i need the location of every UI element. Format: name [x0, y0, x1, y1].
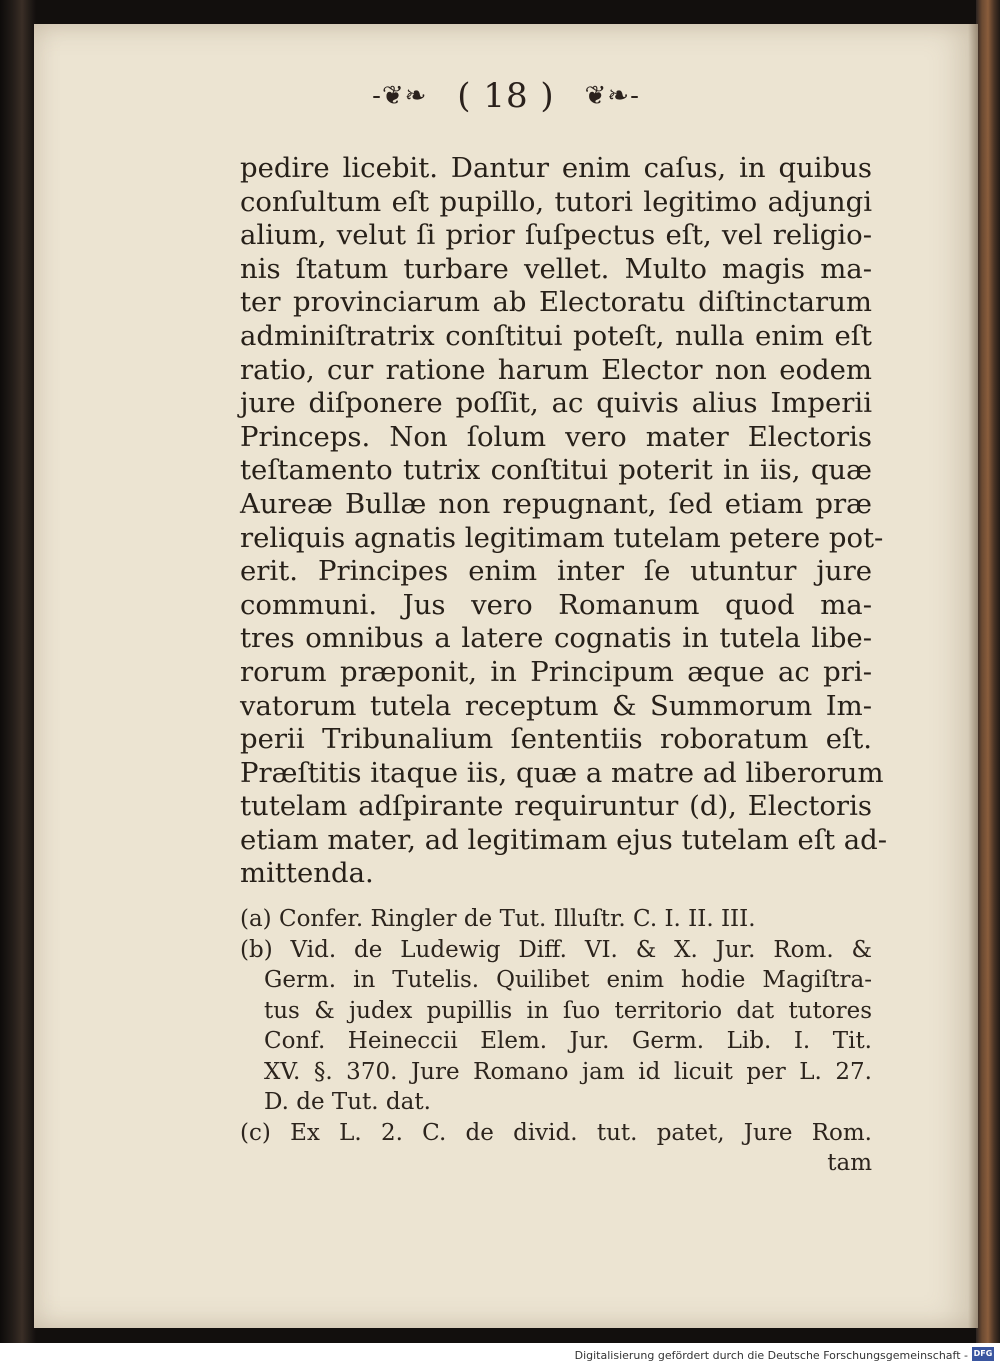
text-line: tutelam adſpirante requiruntur (d), Electoris: [240, 790, 872, 823]
credit-text: Digitalisierung gefördert durch die Deutsche Forschungsgemeinschaft -: [574, 1349, 968, 1362]
catchword: tam: [827, 1150, 872, 1176]
text-line: teſtamento tutrix conſtitui poterit in iis, quæ: [240, 454, 872, 487]
footnote-line: (c) Ex L. 2. C. de divid. tut. patet, Jure Rom.: [240, 1119, 872, 1146]
main-text: [240, 152, 888, 891]
page-header: [34, 74, 978, 122]
page-number: ( 18 ): [457, 76, 555, 116]
text-line: Aureæ Bullæ non repugnant, ſed etiam præ: [240, 487, 872, 520]
text-line: ter provinciarum ab Electoratu diſtinctarum: [240, 286, 872, 319]
text-line: erit. Principes enim inter ſe utuntur jure: [240, 555, 872, 588]
text-line: communi. Jus vero Romanum quod ma-: [240, 588, 872, 621]
text-line: adminiſtratrix conſtitui poteſt, nulla enim eſt: [240, 319, 872, 352]
book-page: [34, 24, 978, 1328]
text-line: jure diſponere poſſit, ac quivis alius Imperii: [240, 387, 872, 420]
footnote-line: (b) Vid. de Ludewig Diff. VI. & X. Jur. Rom. &: [240, 936, 872, 963]
footnote-line: tus & judex pupillis in ſuo territorio dat tutores: [264, 997, 872, 1024]
text-line: Princeps. Non ſolum vero mater Electoris: [240, 420, 872, 453]
text-line: vatorum tutela receptum & Summorum Im-: [240, 689, 872, 722]
text-line: Præſtitis itaque iis, quæ a matre ad liberorum: [240, 756, 884, 789]
footnote-line: XV. §. 370. Jure Romano jam id licuit per L. 27.: [264, 1058, 872, 1085]
footnote-line: (a) Confer. Ringler de Tut. Illuſtr. C. I. II. III.: [240, 906, 756, 932]
text-line: perii Tribunalium ſententiis roboratum eſt.: [240, 723, 872, 756]
credit-bar: [0, 1343, 1000, 1369]
footnote-line: D. de Tut. dat.: [264, 1089, 431, 1115]
page-edge-shadow: [968, 24, 978, 1328]
text-line: tres omnibus a latere cognatis in tutela libe-: [240, 622, 872, 655]
footnote-line: Germ. in Tutelis. Quilibet enim hodie Magiſtra-: [264, 967, 872, 993]
book-cover-right: [976, 0, 1000, 1343]
footnotes: [240, 904, 872, 1179]
text-line: conſultum eſt pupillo, tutori legitimo adjungi: [240, 185, 872, 218]
text-line: ratio, cur ratione harum Elector non eodem: [240, 353, 872, 386]
text-line: mittenda.: [240, 857, 374, 890]
text-line: etiam mater, ad legitimam ejus tutelam eſt ad-: [240, 823, 888, 856]
dfg-logo-icon: DFG: [972, 1347, 994, 1361]
text-line: reliquis agnatis legitimam tutelam petere pot-: [240, 521, 884, 554]
text-line: nis ſtatum turbare vellet. Multo magis ma-: [240, 252, 872, 285]
ornament-right-icon: ❦❧-: [584, 81, 640, 111]
text-line: alium, velut ſi prior ſuſpectus eſt, vel religio-: [240, 219, 872, 252]
text-line: pedire licebit. Dantur enim caſus, in quibus: [240, 152, 872, 184]
footnote-line: Conf. Heineccii Elem. Jur. Germ. Lib. I. Tit.: [264, 1028, 872, 1054]
ornament-left-icon: -❦❧: [372, 81, 428, 111]
text-line: rorum præponit, in Principum æque ac pri-: [240, 655, 872, 688]
